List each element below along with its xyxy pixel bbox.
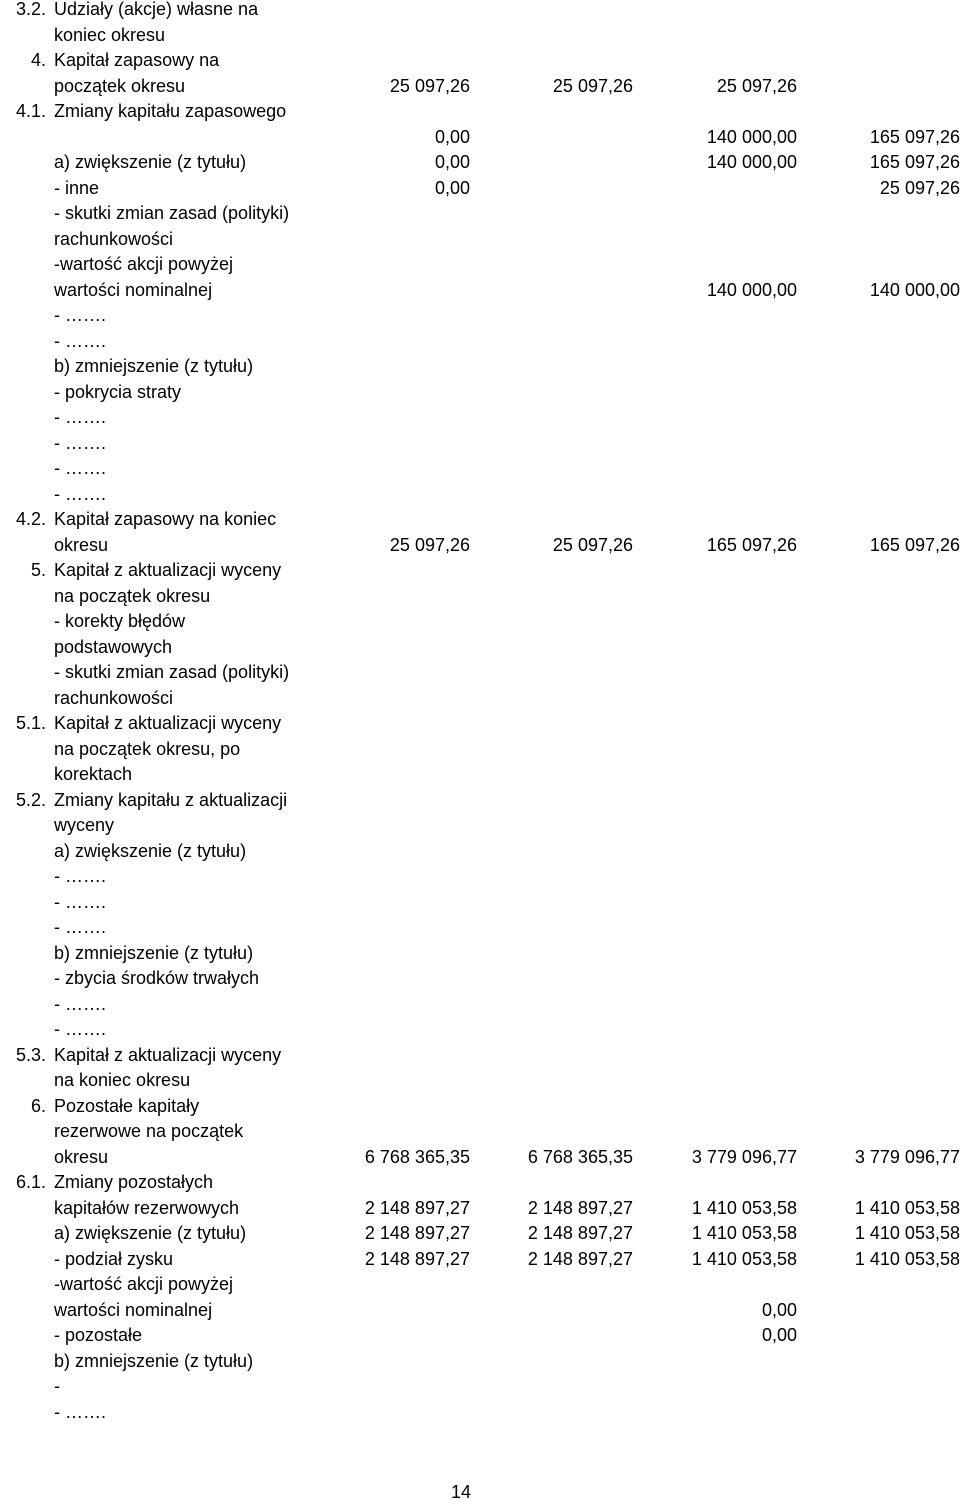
value-cell-col-1: 6 768 365,35 bbox=[364, 1146, 470, 1167]
statement-row bbox=[0, 1170, 960, 1196]
statement-row bbox=[0, 99, 960, 125]
statement-row bbox=[0, 150, 960, 176]
row-label: a) zwiększenie (z tytułu) bbox=[54, 840, 247, 861]
value-cell-col-3: 140 000,00 bbox=[706, 279, 797, 300]
row-label: kapitałów rezerwowych bbox=[54, 1197, 240, 1218]
value-cell-col-3: 1 410 053,58 bbox=[691, 1223, 797, 1243]
row-label: Zmiany kapitału z aktualizacji bbox=[54, 789, 288, 810]
statement-row bbox=[0, 227, 960, 253]
statement-row bbox=[0, 0, 960, 23]
row-label: - pozostałe bbox=[54, 1325, 143, 1345]
statement-row bbox=[0, 1349, 960, 1375]
value-cell-col-1: 25 097,26 bbox=[389, 75, 470, 96]
statement-row bbox=[0, 890, 960, 916]
row-label: początek okresu bbox=[54, 75, 186, 96]
statement-row bbox=[0, 1196, 960, 1222]
row-label: - ……. bbox=[54, 866, 106, 886]
statement-row bbox=[0, 380, 960, 406]
statement-row bbox=[0, 686, 960, 712]
row-number: 4. bbox=[30, 50, 46, 70]
row-label: Zmiany pozostałych bbox=[54, 1172, 214, 1192]
row-label: korektach bbox=[54, 764, 133, 784]
row-label: Pozostałe kapitały bbox=[54, 1095, 200, 1116]
statement-row bbox=[0, 941, 960, 967]
statement-row bbox=[0, 737, 960, 763]
row-number: 5. bbox=[30, 560, 46, 580]
statement-row bbox=[0, 507, 960, 533]
value-cell-col-1: 25 097,26 bbox=[389, 534, 470, 555]
row-label: Zmiany kapitału zapasowego bbox=[54, 101, 287, 121]
row-label: wyceny bbox=[54, 815, 115, 835]
value-cell-col-3: 140 000,00 bbox=[706, 126, 797, 147]
row-number: 6.1. bbox=[15, 1172, 46, 1192]
value-cell-col-4: 165 097,26 bbox=[869, 152, 960, 172]
row-label: Kapitał z aktualizacji wyceny bbox=[54, 1044, 282, 1065]
row-label: na koniec okresu bbox=[54, 1070, 191, 1090]
statement-row bbox=[0, 329, 960, 355]
statement-row bbox=[0, 711, 960, 737]
value-cell-col-3: 0,00 bbox=[761, 1325, 797, 1345]
value-cell-col-4: 165 097,26 bbox=[869, 534, 960, 555]
row-label: Kapitał zapasowy na koniec bbox=[54, 509, 277, 529]
statement-row bbox=[0, 1400, 960, 1426]
value-cell-col-1: 0,00 bbox=[434, 152, 470, 172]
statement-row bbox=[0, 1247, 960, 1273]
row-label: - skutki zmian zasad (polityki) bbox=[54, 203, 290, 223]
row-label: - bbox=[54, 1376, 60, 1396]
row-label: - pokrycia straty bbox=[54, 381, 182, 402]
statement-row bbox=[0, 176, 960, 202]
row-label: - ……. bbox=[54, 891, 106, 912]
statement-row bbox=[0, 201, 960, 227]
row-number: 5.2. bbox=[15, 789, 46, 810]
row-label: rezerwowe na początek bbox=[54, 1121, 244, 1141]
row-label: wartości nominalnej bbox=[54, 1299, 213, 1320]
value-cell-col-4: 140 000,00 bbox=[869, 279, 960, 300]
row-label: -wartość akcji powyżej bbox=[54, 1274, 234, 1294]
statement-row bbox=[0, 788, 960, 814]
value-cell-col-2: 2 148 897,27 bbox=[527, 1197, 633, 1218]
statement-row bbox=[0, 23, 960, 49]
row-label: a) zwiększenie (z tytułu) bbox=[54, 152, 247, 172]
statement-row bbox=[0, 431, 960, 457]
row-label: - ……. bbox=[54, 483, 106, 504]
row-number: 4.2. bbox=[15, 509, 46, 529]
value-cell-col-3: 25 097,26 bbox=[716, 75, 797, 96]
statement-row bbox=[0, 915, 960, 941]
statement-row bbox=[0, 992, 960, 1018]
row-label: Kapitał zapasowy na bbox=[54, 50, 220, 70]
row-number: 3.2. bbox=[15, 0, 46, 19]
row-number: 5.3. bbox=[15, 1044, 46, 1065]
statement-row bbox=[0, 864, 960, 890]
value-cell-col-1: 0,00 bbox=[434, 126, 470, 147]
row-label: -wartość akcji powyżej bbox=[54, 254, 234, 274]
row-label: - skutki zmian zasad (polityki) bbox=[54, 662, 290, 682]
row-label: okresu bbox=[54, 1146, 109, 1167]
value-cell-col-2: 6 768 365,35 bbox=[527, 1146, 633, 1167]
statement-row bbox=[0, 839, 960, 865]
value-cell-col-3: 0,00 bbox=[761, 1299, 797, 1320]
value-cell-col-4: 1 410 053,58 bbox=[854, 1197, 960, 1218]
row-label: na początek okresu, po bbox=[54, 738, 241, 759]
statement-row bbox=[0, 533, 960, 559]
row-label: - ……. bbox=[54, 432, 106, 453]
row-label: okresu bbox=[54, 534, 109, 555]
row-label: na początek okresu bbox=[54, 585, 211, 606]
statement-row bbox=[0, 405, 960, 431]
statement-row bbox=[0, 1323, 960, 1349]
statement-row bbox=[0, 456, 960, 482]
row-label: - korekty błędów bbox=[54, 611, 186, 631]
statement-row bbox=[0, 1374, 960, 1400]
row-label: rachunkowości bbox=[54, 687, 174, 708]
value-cell-col-2: 2 148 897,27 bbox=[527, 1248, 633, 1269]
value-cell-col-1: 2 148 897,27 bbox=[364, 1197, 470, 1218]
row-label: - zbycia środków trwałych bbox=[54, 968, 260, 988]
row-number: 6. bbox=[30, 1095, 46, 1116]
row-label: koniec okresu bbox=[54, 24, 166, 45]
statement-row bbox=[0, 354, 960, 380]
statement-row bbox=[0, 252, 960, 278]
statement-row bbox=[0, 1119, 960, 1145]
row-label: Kapitał z aktualizacji wyceny bbox=[54, 560, 282, 580]
statement-row bbox=[0, 1298, 960, 1324]
statement-row bbox=[0, 1017, 960, 1043]
statement-row bbox=[0, 1068, 960, 1094]
value-cell-col-1: 0,00 bbox=[434, 177, 470, 198]
value-cell-col-3: 140 000,00 bbox=[706, 152, 797, 172]
value-cell-col-2: 25 097,26 bbox=[552, 534, 633, 555]
row-label: podstawowych bbox=[54, 636, 173, 657]
statement-row bbox=[0, 1043, 960, 1069]
row-label: - ……. bbox=[54, 993, 106, 1014]
statement-row bbox=[0, 558, 960, 584]
value-cell-col-4: 3 779 096,77 bbox=[854, 1146, 960, 1167]
row-label: - ……. bbox=[54, 917, 106, 937]
row-label: a) zwiększenie (z tytułu) bbox=[54, 1223, 247, 1243]
statement-row bbox=[0, 1272, 960, 1298]
row-label: b) zmniejszenie (z tytułu) bbox=[54, 942, 254, 963]
value-cell-col-2: 2 148 897,27 bbox=[527, 1223, 633, 1243]
statement-row bbox=[0, 1094, 960, 1120]
value-cell-col-1: 2 148 897,27 bbox=[364, 1223, 470, 1243]
value-cell-col-3: 1 410 053,58 bbox=[691, 1197, 797, 1218]
row-number: 4.1. bbox=[15, 101, 46, 121]
value-cell-col-3: 3 779 096,77 bbox=[691, 1146, 797, 1167]
row-label: - ……. bbox=[54, 1019, 106, 1039]
statement-row bbox=[0, 609, 960, 635]
row-label: - ……. bbox=[54, 305, 106, 325]
statement-row bbox=[0, 74, 960, 100]
row-label: rachunkowości bbox=[54, 228, 174, 249]
statement-row bbox=[0, 303, 960, 329]
statement-row bbox=[0, 762, 960, 788]
value-cell-col-1: 2 148 897,27 bbox=[364, 1248, 470, 1269]
statement-row bbox=[0, 1145, 960, 1171]
statement-row bbox=[0, 813, 960, 839]
value-cell-col-3: 165 097,26 bbox=[706, 534, 797, 555]
statement-row bbox=[0, 584, 960, 610]
row-label: - inne bbox=[54, 177, 100, 198]
row-label: wartości nominalnej bbox=[54, 279, 213, 300]
row-label: - podział zysku bbox=[54, 1248, 174, 1269]
row-label: b) zmniejszenie (z tytułu) bbox=[54, 1350, 254, 1371]
statement-row bbox=[0, 278, 960, 304]
row-label: Kapitał z aktualizacji wyceny bbox=[54, 713, 282, 733]
row-label: b) zmniejszenie (z tytułu) bbox=[54, 356, 254, 376]
page-number: 14 bbox=[450, 1482, 472, 1502]
statement-row bbox=[0, 966, 960, 992]
statement-row bbox=[0, 125, 960, 151]
value-cell-col-4: 165 097,26 bbox=[869, 126, 960, 147]
row-label: - ……. bbox=[54, 1401, 106, 1422]
value-cell-col-3: 1 410 053,58 bbox=[691, 1248, 797, 1269]
value-cell-col-4: 1 410 053,58 bbox=[854, 1223, 960, 1243]
value-cell-col-4: 1 410 053,58 bbox=[854, 1248, 960, 1269]
row-label: - ……. bbox=[54, 407, 106, 427]
statement-row bbox=[0, 1221, 960, 1247]
statement-row bbox=[0, 482, 960, 508]
statement-row bbox=[0, 635, 960, 661]
value-cell-col-2: 25 097,26 bbox=[552, 75, 633, 96]
row-label: Udziały (akcje) własne na bbox=[54, 0, 259, 19]
statement-row bbox=[0, 660, 960, 686]
row-label: - ……. bbox=[54, 458, 106, 478]
statement-row bbox=[0, 48, 960, 74]
row-number: 5.1. bbox=[15, 713, 46, 733]
value-cell-col-4: 25 097,26 bbox=[879, 177, 960, 198]
row-label: - ……. bbox=[54, 330, 106, 351]
